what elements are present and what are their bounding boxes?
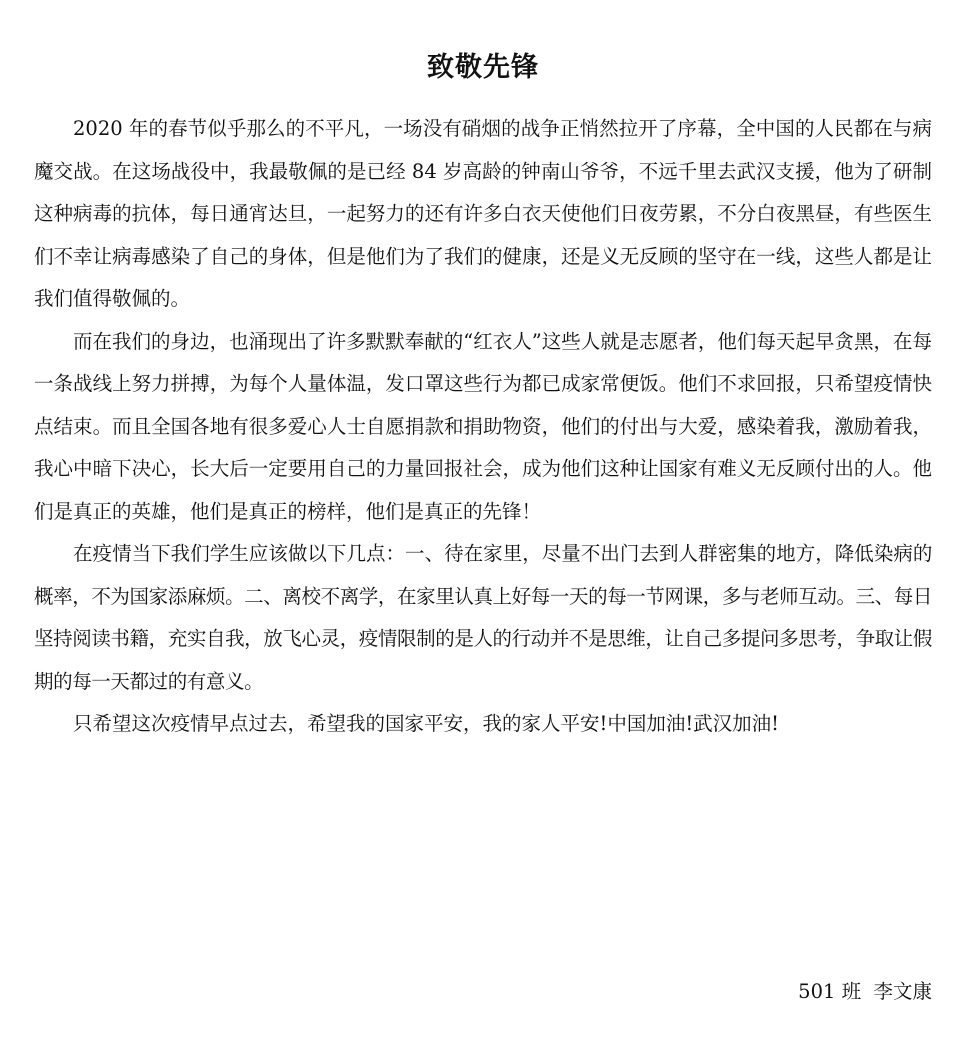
paragraph-4: 只希望这次疫情早点过去，希望我的国家平安，我的家人平安!中国加油!武汉加油!: [73, 712, 780, 735]
author-signature: 501 班 李文康: [798, 980, 932, 1003]
document-body: [34, 108, 932, 746]
document-title: 致敬先锋: [427, 52, 539, 83]
paragraph-2: 而在我们的身边，也涌现出了许多默默奉献的“红衣人”这些人就是志愿者，他们每天起早贪黑，在每一条战线上努力拼搏，为每个人量体温，发口罩这些行为都已成家常便饭。他们不求回报，只希望疫情快点结束。而且全国各地有很多爱心人士自愿捐款和捐助物资，他们的付出与大爱，感染着我，激励着我，我心中暗下决心，长大后一定要用自己的力量回报社会，成为他们这种让国家有难义无反顾付出的人。他们是真正的英雄，他们是真正的榜样，他们是真正的先锋！: [34, 329, 932, 523]
paragraph-1: 2020 年的春节似乎那么的不平凡，一场没有硝烟的战争正悄然拉开了序幕，全中国的人民都在与病魔交战。在这场战役中，我最敬佩的是已经 84 岁高龄的钟南山爷爷，不远千里去武汉支援，他为了研制这种病毒的抗体，每日通宵达旦，一起努力的还有许多白衣天使他们日夜劳累，不分白夜黑昼，有些医生们不幸让病毒感染了自己的身体，但是他们为了我们的健康，还是义无反顾的坚守在一线，这些人都是让我们值得敬佩的。: [34, 117, 932, 310]
paragraph-3: 在疫情当下我们学生应该做以下几点：一、待在家里，尽量不出门去到人群密集的地方，降低染病的概率，不为国家添麻烦。二、离校不离学，在家里认真上好每一天的每一节网课，多与老师互动。三、每日坚持阅读书籍，充实自我，放飞心灵，疫情限制的是人的行动并不是思维，让自己多提问多思考，争取让假期的每一天都过的有意义。: [34, 542, 932, 693]
